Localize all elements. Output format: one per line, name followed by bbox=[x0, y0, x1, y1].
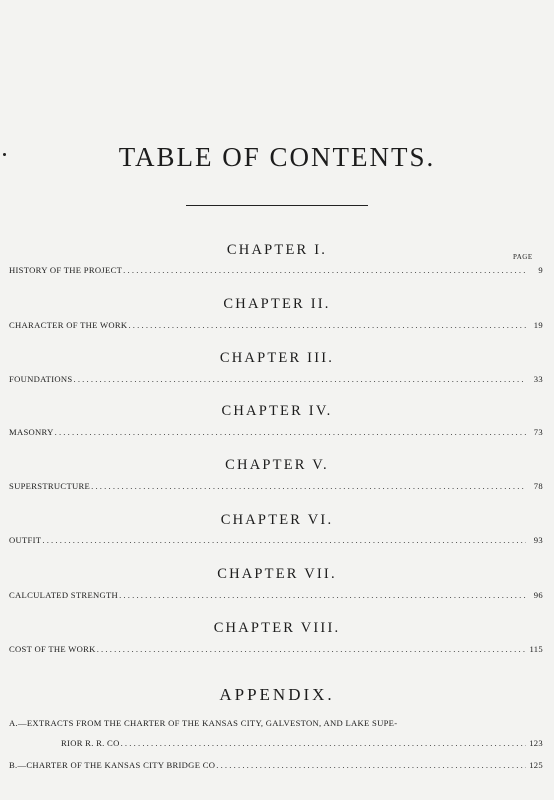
toc-entry-label: RIOR R. R. CO bbox=[61, 738, 120, 748]
toc-entry-page: 96 bbox=[533, 590, 543, 600]
dot-leader bbox=[128, 320, 526, 330]
appendix-heading: APPENDIX. bbox=[219, 685, 335, 704]
chapter-heading-6: CHAPTER VI. bbox=[220, 512, 334, 528]
dot-leader bbox=[119, 590, 526, 600]
chapter-heading-4: CHAPTER IV. bbox=[221, 403, 333, 419]
chapter-heading-8: CHAPTER VIII. bbox=[213, 620, 341, 636]
chapter-heading-5: CHAPTER V. bbox=[225, 457, 329, 473]
toc-entry-label: HISTORY OF THE PROJECT bbox=[9, 265, 123, 275]
toc-entry-page: 78 bbox=[533, 481, 543, 491]
appendix-entry-a[interactable] bbox=[61, 738, 543, 751]
page-title: TABLE OF CONTENTS. bbox=[118, 142, 436, 172]
toc-entry-7[interactable] bbox=[9, 590, 543, 603]
toc-entry-page: 9 bbox=[538, 265, 543, 275]
toc-entry-label: MASONRY bbox=[9, 427, 54, 437]
dot-leader bbox=[121, 738, 526, 748]
chapter-heading-1: CHAPTER I. bbox=[226, 242, 328, 258]
toc-entry-label: SUPERSTRUCTURE bbox=[9, 481, 91, 491]
toc-entry-6[interactable] bbox=[9, 535, 543, 548]
appendix-entry-b[interactable] bbox=[9, 760, 543, 773]
appendix-entry-a-line1[interactable]: A.—EXTRACTS FROM THE CHARTER OF THE KANSAS CITY, GALVESTON, AND LAKE SUPE- bbox=[9, 718, 398, 728]
dot-leader bbox=[216, 760, 526, 770]
chapter-heading-7: CHAPTER VII. bbox=[217, 566, 337, 582]
toc-entry-5[interactable] bbox=[9, 481, 543, 494]
toc-entry-4[interactable] bbox=[9, 427, 543, 440]
toc-entry-3[interactable] bbox=[9, 374, 543, 387]
toc-entry-page: 33 bbox=[533, 374, 543, 384]
chapter-heading-3: CHAPTER III. bbox=[219, 350, 335, 366]
toc-entry-page: 125 bbox=[529, 760, 543, 770]
dot-leader bbox=[73, 374, 526, 384]
dot-leader bbox=[91, 481, 526, 491]
toc-entry-label: FOUNDATIONS bbox=[9, 374, 73, 384]
chapter-heading-2: CHAPTER II. bbox=[223, 296, 331, 312]
toc-entry-page: 123 bbox=[529, 738, 543, 748]
dot-leader bbox=[97, 644, 526, 654]
toc-entry-label: OUTFIT bbox=[9, 535, 42, 545]
toc-entry-label: COST OF THE WORK bbox=[9, 644, 96, 654]
toc-entry-label: B.—CHARTER OF THE KANSAS CITY BRIDGE CO bbox=[9, 760, 216, 770]
dot-leader bbox=[123, 265, 526, 275]
title-rule bbox=[186, 205, 368, 206]
toc-entry-label: CALCULATED STRENGTH bbox=[9, 590, 119, 600]
dot-leader bbox=[55, 427, 526, 437]
toc-entry-label: CHARACTER OF THE WORK bbox=[9, 320, 128, 330]
dot-leader bbox=[42, 535, 526, 545]
toc-entry-page: 73 bbox=[533, 427, 543, 437]
toc-entry-2[interactable] bbox=[9, 320, 543, 333]
toc-entry-page: 93 bbox=[533, 535, 543, 545]
page-column-label: PAGE bbox=[513, 253, 533, 261]
toc-entry-1[interactable] bbox=[9, 265, 543, 278]
toc-entry-8[interactable] bbox=[9, 644, 543, 657]
toc-entry-page: 19 bbox=[533, 320, 543, 330]
toc-entry-page: 115 bbox=[529, 644, 543, 654]
